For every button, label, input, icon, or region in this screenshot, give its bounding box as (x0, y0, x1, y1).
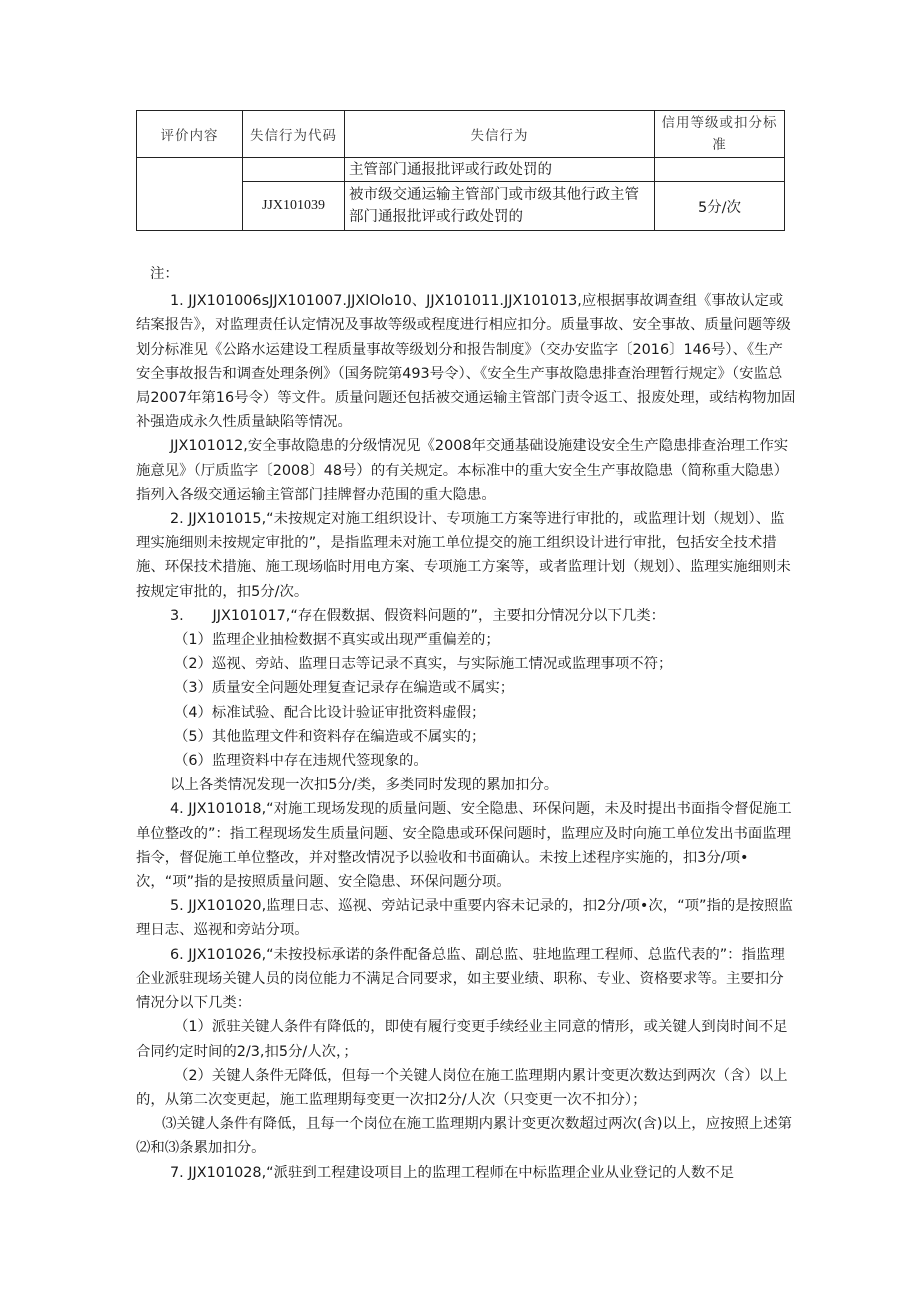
header-behavior: 失信行为 (345, 111, 655, 158)
note-list-item: （4）标准试验、配合比设计验证审批资料虚假； (174, 704, 486, 721)
header-grade-standard: 信用等级或扣分标准 (655, 111, 785, 158)
note-paragraph: 4. JJX101018,“对施工现场发现的质量问题、安全隐患、环保问题，未及时提出书面指令督促施工单位整改的”：指工程现场发生质量问题、安全隐患或环保问题时，监理应及时向施工单位发出书面监理指令，督促施工单位整改，并对整改情况予以验收和书面确认。未按上述程序实施的，扣3分/项•次，“项”指的是按照质量问题、安全隐患、环保问题分项。 (136, 801, 792, 891)
cell-behavior: 主管部门通报批评或行政处罚的 (345, 158, 655, 182)
note-paragraph: 以上各类情况发现一次扣5分/类，多类同时发现的累加扣分。 (170, 777, 559, 794)
notes-section (136, 262, 796, 1185)
header-behavior-code: 失信行为代码 (243, 111, 345, 158)
note-list-item: ⑶关键人条件有降低，且每一个岗位在施工监理期内累计变更次数超过两次(含)以上，应按照上述第⑵和⑶条累加扣分。 (136, 1116, 793, 1157)
table-row (137, 158, 785, 182)
cell-content (137, 158, 243, 231)
note-list-item: （1）监理企业抽检数据不真实或出现严重偏差的； (174, 632, 500, 649)
note-list-item: （6）监理资料中存在违规代签现象的。 (174, 753, 428, 770)
cell-standard (655, 158, 785, 182)
notes-label: 注： (150, 266, 179, 282)
note-paragraph: 7. JJX101028,“派驻到工程建设项目上的监理工程师在中标监理企业从业登记的人数不足 (170, 1164, 735, 1181)
note-list-item: （3）质量安全问题处理复查记录存在编造或不属实； (174, 680, 515, 697)
note-paragraph: 3. JJX101017,“存在假数据、假资料问题的”，主要扣分情况分以下几类： (170, 607, 666, 624)
note-list-item: （2）巡视、旁站、监理日志等记录不真实，与实际施工情况或监理事项不符； (174, 656, 673, 673)
cell-standard: 5分/次 (655, 182, 785, 231)
header-evaluation-content: 评价内容 (137, 111, 243, 158)
credit-evaluation-table (136, 110, 785, 231)
cell-code: JJX101039 (243, 182, 345, 231)
note-list-item: （5）其他监理文件和资料存在编造或不属实的； (174, 728, 486, 745)
cell-behavior: 被市级交通运输主管部门或市级其他行政主管部门通报批评或行政处罚的 (345, 182, 655, 231)
note-list-item: （1）派驻关键人条件有降低的，即使有履行变更手续经业主同意的情形，或关键人到岗时间不足合同约定时间的2/3,扣5分/人次，； (136, 1019, 788, 1060)
note-paragraph: 2. JJX101015,“未按规定对施工组织设计、专项施工方案等进行审批的，或监理计划（规划）、监理实施细则未按规定审批的”，是指监理未对施工单位提交的施工组织设计进行审批，包括安全技术措施、环保技术措施、施工现场临时用电方案、专项施工方案等，或者监理计划（规划）、监理实施细则未按规定审批的，扣5分/次。 (136, 511, 791, 600)
note-paragraph: JJX101012,安全事故隐患的分级情况见《2008年交通基础设施建设安全生产隐患排查治理工作实施意见》（厅质监字〔2008〕48号）的有关规定。本标准中的重大安全生产事故隐患（简称重大隐患）指列入各级交通运输主管部门挂牌督办范围的重大隐患。 (136, 438, 789, 503)
note-paragraph: 5. JJX101020,监理日志、巡视、旁站记录中重要内容未记录的，扣2分/项•次，“项”指的是按照监理日志、巡视和旁站分项。 (136, 898, 793, 939)
note-paragraph: 6. JJX101026,“未按投标承诺的条件配备总监、副总监、驻地监理工程师、总监代表的”：指监理企业派驻现场关键人员的岗位能力不满足合同要求，如主要业绩、职称、专业、资格要求等。主要扣分情况分以下几类： (136, 946, 785, 1012)
note-list-item: （2）关键人条件无降低，但每一个关键人岗位在施工监理期内累计变更次数达到两次（含）以上的，从第二次变更起，施工监理期每变更一次扣2分/人次（只变更一次不扣分）； (136, 1067, 788, 1108)
cell-code (243, 158, 345, 182)
note-paragraph: 1. JJX101006sJJX101007.JJXlOlo10、JJX101011.JJX101013,应根据事故调查组《事故认定或结案报告》，对监理责任认定情况及事故等级或程度进行相应扣分。质量事故、安全事故、质量问题等级划分标准见《公路水运建设工程质量事故等级划分和报告制度》（交办安监字〔2016〕146号）、《生产安全事故报告和调查处理条例》（国务院第493号令）、《安全生产事故隐患排查治理暂行规定》（安监总局2007年第16号令）等文件。质量问题还包括被交通运输主管部门责令返工、报废处理，或结构物加固补强造成永久性质量缺陷等情况。 (136, 293, 796, 431)
table-header-row (137, 111, 785, 158)
